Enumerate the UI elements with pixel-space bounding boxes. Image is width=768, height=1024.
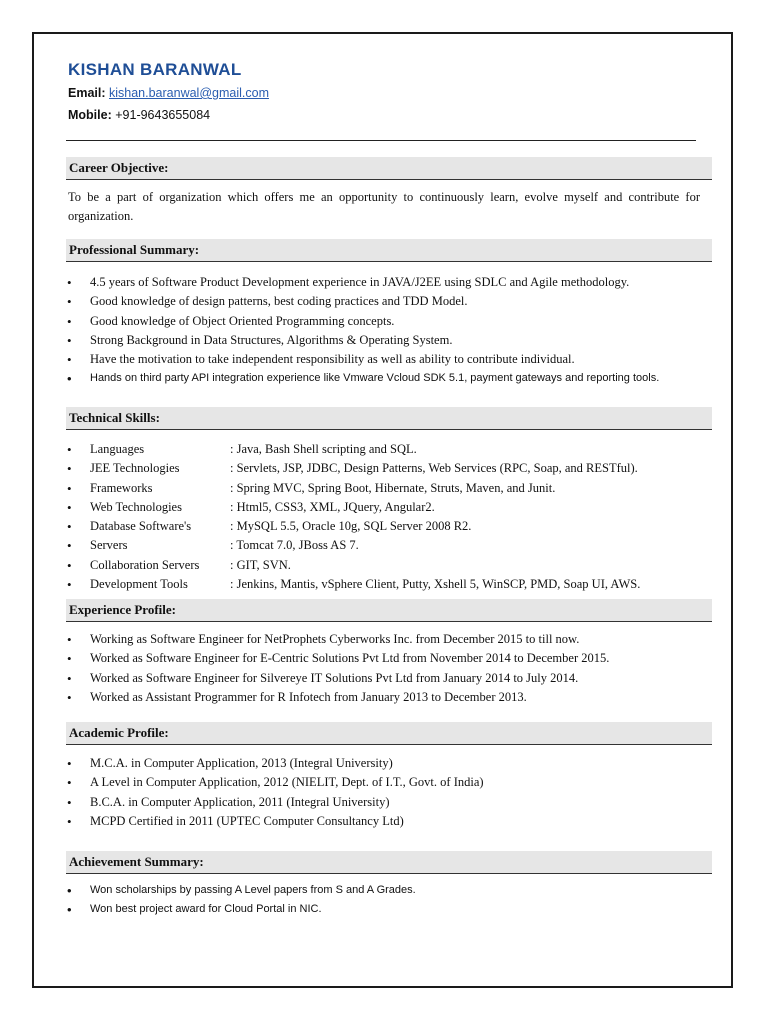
skill-row: [66, 517, 640, 536]
list-item: • Won scholarships by passing A Level papers from S and A Grades.: [66, 881, 416, 900]
skill-key: Languages: [90, 442, 145, 456]
section-career-objective: Career Objective:: [66, 157, 712, 180]
list-item: • Good knowledge of design patterns, best coding practices and TDD Model.: [66, 292, 629, 311]
list-item: • Hands on third party API integration experience like Vmware Vcloud SDK 5.1, payment gateways and reporting tools.: [66, 369, 659, 388]
list-item: • Working as Software Engineer for NetProphets Cyberworks Inc. from December 2015 to till now.: [66, 630, 609, 649]
skill-value: : GIT, SVN.: [230, 557, 291, 572]
skill-value: : Html5, CSS3, XML, JQuery, Angular2.: [230, 499, 435, 514]
list-item: • Good knowledge of Object Oriented Programming concepts.: [66, 312, 629, 331]
achievement-list: [66, 881, 416, 920]
section-experience-profile: Experience Profile:: [66, 599, 712, 622]
list-item: • Worked as Assistant Programmer for R Infotech from January 2013 to December 2013.: [66, 688, 609, 707]
mobile-number: +91-9643655084: [115, 108, 211, 122]
skill-row: [66, 536, 640, 555]
list-item: • Won best project award for Cloud Portal in NIC.: [66, 900, 416, 919]
skill-value: : Tomcat 7.0, JBoss AS 7.: [230, 538, 359, 553]
skill-key: JEE Technologies: [90, 461, 180, 476]
skill-row: [66, 440, 640, 459]
mobile-line: [68, 108, 210, 122]
skill-value: : Java, Bash Shell scripting and SQL.: [230, 442, 417, 456]
skill-value: : MySQL 5.5, Oracle 10g, SQL Server 2008 R2.: [230, 519, 472, 534]
list-item: • M.C.A. in Computer Application, 2013 (Integral University): [66, 754, 484, 773]
career-objective-text: To be a part of organization which offers me an opportunity to continuously learn, evolve myself and contribute for organization.: [68, 190, 700, 223]
list-item: • MCPD Certified in 2011 (UPTEC Computer Consultancy Ltd): [66, 812, 484, 831]
header-divider: [66, 140, 696, 141]
section-professional-summary: Professional Summary:: [66, 239, 712, 262]
skill-key: Development Tools: [90, 577, 188, 592]
skill-row: [66, 498, 640, 517]
list-item: • 4.5 years of Software Product Development experience in JAVA/J2EE using SDLC and Agile methodology.: [66, 273, 629, 292]
list-item: • Worked as Software Engineer for Silvereye IT Solutions Pvt Ltd from January 2014 to July 2014.: [66, 669, 609, 688]
list-item: • Have the motivation to take independent responsibility as well as ability to contribute individual.: [66, 350, 629, 369]
skill-key: Collaboration Servers: [90, 557, 200, 572]
skill-key: Web Technologies: [90, 499, 182, 514]
section-achievement-summary: Achievement Summary:: [66, 851, 712, 874]
email-link[interactable]: kishan.baranwal@gmail.com: [109, 86, 269, 100]
skill-row: [66, 556, 640, 575]
email-line: [68, 86, 269, 100]
candidate-name: KISHAN BARANWAL: [68, 60, 242, 79]
professional-summary-list: [66, 273, 629, 369]
technical-skills-list: [66, 440, 640, 594]
experience-list: [66, 630, 609, 707]
list-item: • Worked as Software Engineer for E-Centric Solutions Pvt Ltd from November 2014 to December 2015.: [66, 649, 609, 668]
academic-list: [66, 754, 484, 831]
skill-row: [66, 479, 640, 498]
section-academic-profile: Academic Profile:: [66, 722, 712, 745]
skill-key: Frameworks: [90, 480, 153, 495]
mobile-label: Mobile:: [68, 108, 112, 122]
list-item: • B.C.A. in Computer Application, 2011 (Integral University): [66, 793, 484, 812]
skill-key: Servers: [90, 538, 128, 553]
list-item: • A Level in Computer Application, 2012 (NIELIT, Dept. of I.T., Govt. of India): [66, 773, 484, 792]
professional-summary-list-extra: [66, 369, 659, 388]
skill-value: : Spring MVC, Spring Boot, Hibernate, Struts, Maven, and Junit.: [230, 480, 556, 495]
section-technical-skills: Technical Skills:: [66, 407, 712, 430]
email-label: Email:: [68, 86, 106, 100]
list-item: • Strong Background in Data Structures, Algorithms & Operating System.: [66, 331, 629, 350]
skill-value: : Jenkins, Mantis, vSphere Client, Putty, Xshell 5, WinSCP, PMD, Soap UI, AWS.: [230, 577, 641, 592]
skill-row: [66, 459, 640, 478]
skill-key: Database Software's: [90, 519, 192, 534]
skill-value: : Servlets, JSP, JDBC, Design Patterns, Web Services (RPC, Soap, and RESTful).: [230, 461, 638, 476]
skill-row: [66, 575, 640, 594]
